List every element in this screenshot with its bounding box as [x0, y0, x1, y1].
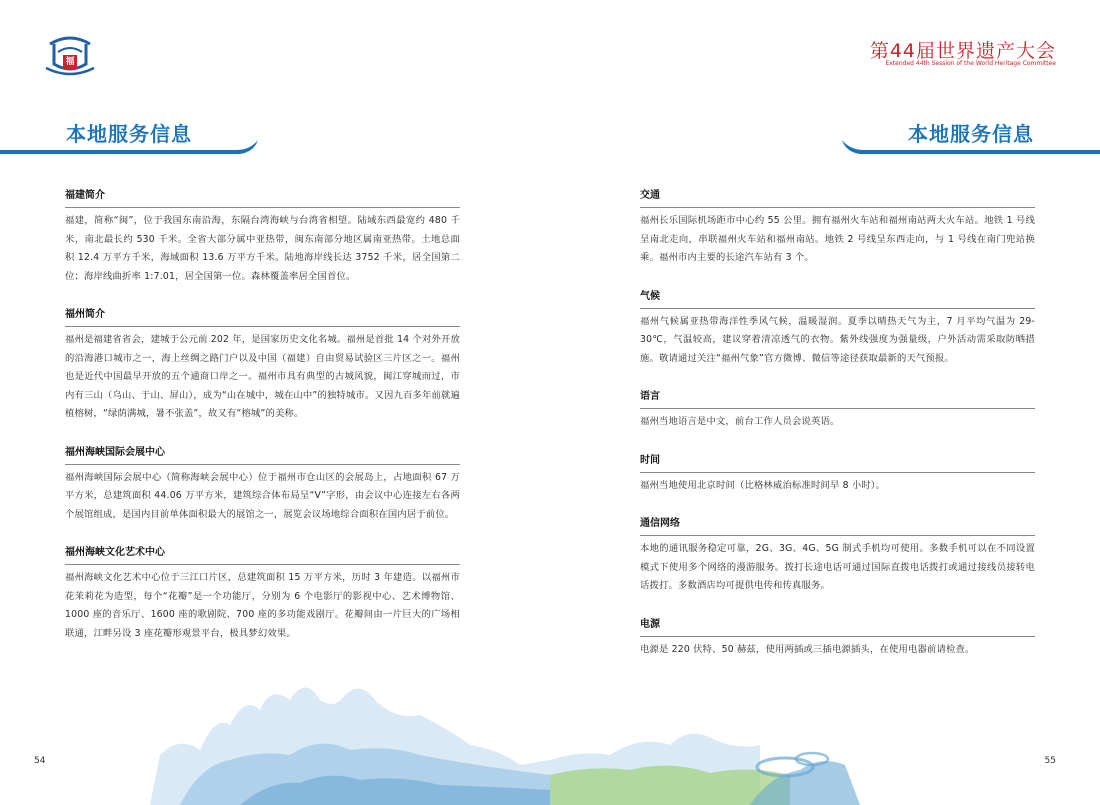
section-heading: 福州简介: [65, 308, 460, 327]
page-title: 本地服务信息: [908, 122, 1034, 146]
section-body: 福州当地语言是中文，前台工作人员会说英语。: [640, 416, 840, 427]
section-language: [640, 390, 1035, 432]
mountain-landscape-illustration: [0, 655, 550, 805]
event-subtitle: Extended 44th Session of the World Heritage Committee: [885, 60, 1056, 67]
fujian-tulou-logo-icon: [44, 30, 96, 80]
left-content-column: [65, 189, 460, 665]
section-climate: [640, 290, 1035, 369]
section-body: 本地的通讯服务稳定可靠，2G、3G、4G、5G 制式手机均可使用。多数手机可以在不同设置模式下使用多个网络的漫游服务。拨打长途电话可通过国际直拨电话拨打或通过接线员接转电话拨打。多数酒店均可提供电传和传真服务。: [640, 543, 1035, 591]
heading-swoosh: [838, 140, 1100, 160]
section-heading: 语言: [640, 390, 1035, 409]
page-number: 55: [1044, 756, 1056, 766]
section-heading: 福州海峡国际会展中心: [65, 446, 460, 465]
section-transport: [640, 189, 1035, 268]
section-fuzhou-intro: [65, 308, 460, 424]
section-body: 福州当地使用北京时间（比格林威治标准时间早 8 小时）。: [640, 479, 886, 491]
logo-stamp: 福: [63, 55, 77, 69]
section-heading: 电源: [640, 618, 1035, 637]
section-time: [640, 454, 1035, 496]
right-content-column: [640, 189, 1035, 681]
section-heading: 通信网络: [640, 517, 1035, 536]
section-heading: 福州海峡文化艺术中心: [65, 546, 460, 565]
section-heading: 气候: [640, 290, 1035, 309]
section-body: 福州气候属亚热带海洋性季风气候，温暖湿润。夏季以晴热天气为主，7 月平均气温为 29-30℃，气温较高，建议穿着清凉透气的衣物。紫外线强度为强量级，户外活动需采取防晒措施。敬请通过关注“福州气象”官方微博、微信等途径获取最新的天气预报。: [640, 315, 1035, 364]
section-heading: 福建简介: [65, 189, 460, 208]
section-culture-art-center: [65, 546, 460, 643]
right-page: [550, 0, 1100, 805]
section-body: 福州是福建省省会，建城于公元前 202 年，是国家历史文化名城。福州是首批 14 个对外开放的沿海港口城市之一，海上丝绸之路门户以及中国（福建）自由贸易试验区三片区之一。福州也是近代中国最早开放的五个通商口岸之一。福州市具有典型的古城风貌，闽江穿城而过，市内有三山（乌山、于山、屏山），成为“山在城中，城在山中”的独特城市。又因九百多年前就遍植榕树，“绿荫满城，暑不张盖”，故又有“榕城”的美称。: [65, 334, 460, 419]
event-title: 第44届世界遗产大会: [869, 40, 1056, 62]
section-expo-center: [65, 446, 460, 525]
section-body: 电源是 220 伏特、50 赫兹，使用两插或三插电源插头，在使用电器前请检查。: [640, 643, 975, 655]
section-body: 福州海峡文化艺术中心位于三江口片区，总建筑面积 15 万平方米，历时 3 年建造。以福州市花茉莉花为造型，每个“花瓣”是一个功能厅，分别为 6 个电影厅的影视中心、艺术博物馆、1000 座的音乐厅、1600 座的歌剧院、700 座的多功能戏剧厅。花瓣间由一片巨大的广场相联通，江畔另设 3 座花瓣形观景平台，极具梦幻效果。: [65, 572, 460, 639]
page-number: 54: [34, 756, 46, 766]
section-fujian-intro: [65, 189, 460, 286]
section-body: 福州海峡国际会展中心（简称海峡会展中心）位于福州市仓山区的会展岛上，占地面积 67 万平方米，总建筑面积 44.06 万平方米，建筑综合体布局呈“V”字形，由会议中心连接左右各两个展馆组成，是国内目前单体面积最大的展馆之一，展览会议场地综合面积在国内居于前位。: [65, 471, 460, 520]
heading-swoosh: [0, 140, 262, 160]
section-power: [640, 618, 1035, 660]
page-title: 本地服务信息: [66, 122, 192, 146]
section-heading: 时间: [640, 454, 1035, 473]
section-telecom: [640, 517, 1035, 596]
section-body: 福州长乐国际机场距市中心约 55 公里。拥有福州火车站和福州南站两大火车站。地铁 1 号线呈南北走向，串联福州火车站和福州南站。地铁 2 号线呈东西走向，与 1 号线在南门兜站换乘。福州市内主要的长途汽车站有 3 个。: [640, 215, 1035, 263]
section-heading: 交通: [640, 189, 1035, 208]
city-landscape-illustration: [550, 655, 1100, 805]
section-body: 福建，简称“闽”，位于我国东南沿海，东隔台湾海峡与台湾省相望。陆域东西最宽约 480 千米，南北最长约 530 千米。全省大部分属中亚热带，闽东南部分地区属南亚热带。土地总面积 12.4 万平方千米，海域面积 13.6 万平方千米。陆地海岸线长达 3752 千米，居全国第二位；海岸线曲折率 1:7.01，居全国第一位。森林覆盖率居全国首位。: [65, 215, 460, 282]
